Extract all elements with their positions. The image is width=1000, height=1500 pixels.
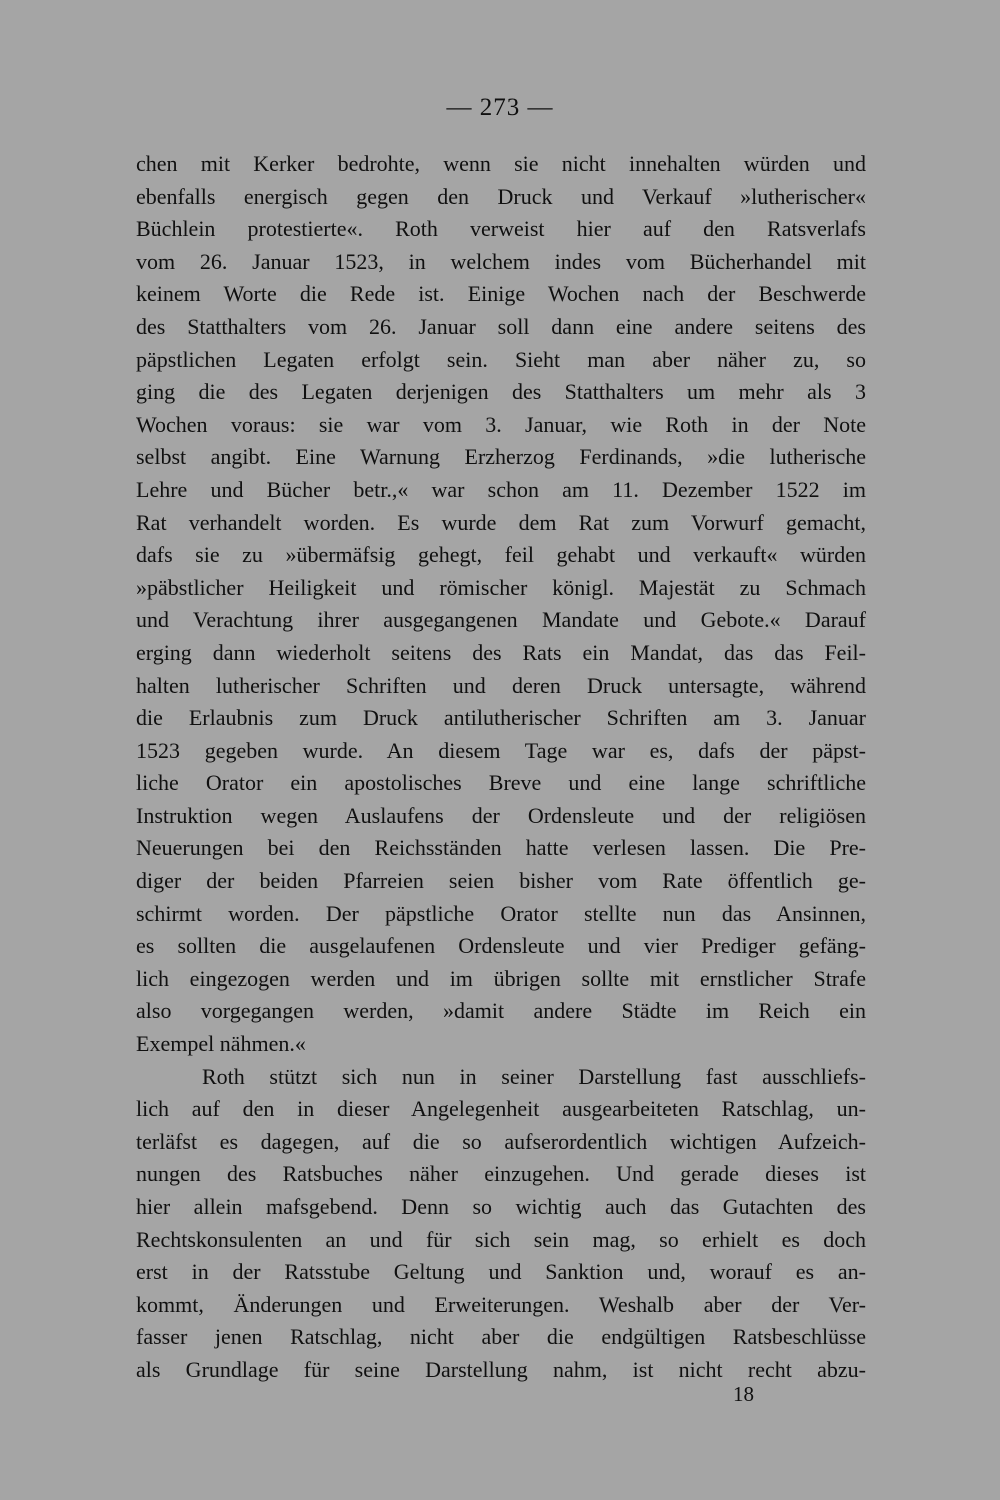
text-line: erst in der Ratsstube Geltung und Sanktion und, worauf es an- — [136, 1259, 866, 1285]
text-line: ebenfalls energisch gegen den Druck und Verkauf »lutherischer« — [136, 183, 866, 209]
text-line: die Erlaubnis zum Druck antilutherischer Schriften am 3. Januar — [136, 705, 866, 731]
paragraph-start-line: Roth stützt sich nun in seiner Darstellung fast ausschliefs- — [202, 1063, 866, 1089]
text-line: ging die des Legaten derjenigen des Statthalters um mehr als 3 — [136, 379, 866, 405]
signature-mark: 18 — [733, 1382, 754, 1406]
text-line: lich eingezogen werden und im übrigen sollte mit ernstlicher Strafe — [136, 965, 866, 991]
text-line: des Statthalters vom 26. Januar soll dann eine andere seitens des — [136, 313, 866, 339]
text-line: also vorgegangen werden, »damit andere Städte im Reich ein — [136, 998, 866, 1024]
text-line: keinem Worte die Rede ist. Einige Wochen nach der Beschwerde — [136, 281, 866, 307]
text-line: halten lutherischer Schriften und deren Druck untersagte, während — [136, 672, 866, 698]
text-line: Büchlein protestierte«. Roth verweist hier auf den Ratsverlafs — [136, 216, 866, 242]
text-line: es sollten die ausgelaufenen Ordensleute und vier Prediger gefäng- — [136, 933, 866, 959]
text-line: Neuerungen bei den Reichsständen hatte verlesen lassen. Die Pre- — [136, 835, 866, 861]
page-number: — 273 — — [446, 94, 554, 121]
text-line: Wochen voraus: sie war vom 3. Januar, wie Roth in der Note — [136, 411, 866, 437]
text-line: fasser jenen Ratschlag, nicht aber die endgültigen Ratsbeschlüsse — [136, 1324, 866, 1350]
text-line: lich auf den in dieser Angelegenheit ausgearbeiteten Ratschlag, un- — [136, 1096, 866, 1122]
text-line: erging dann wiederholt seitens des Rats ein Mandat, das das Feil- — [136, 639, 866, 665]
text-line: chen mit Kerker bedrohte, wenn sie nicht innehalten würden und — [136, 151, 866, 176]
text-line: diger der beiden Pfarreien seien bisher vom Rate öffentlich ge- — [136, 868, 866, 894]
text-line: Instruktion wegen Auslaufens der Ordensleute und der religiösen — [136, 802, 866, 828]
text-line: selbst angibt. Eine Warnung Erzherzog Ferdinands, »die lutherische — [136, 444, 866, 470]
text-line: terläfst es dagegen, auf die so aufserordentlich wichtigen Aufzeich- — [136, 1128, 866, 1154]
text-line: dafs sie zu »übermäfsig gehegt, feil gehabt und verkauft« würden — [136, 542, 866, 568]
text-line: kommt, Änderungen und Erweiterungen. Weshalb aber der Ver- — [136, 1291, 866, 1317]
text-line: als Grundlage für seine Darstellung nahm, ist nicht recht abzu- — [136, 1356, 866, 1382]
paragraph-end-line: Exempel nähmen.« — [136, 1031, 306, 1057]
text-line: vom 26. Januar 1523, in welchem indes vom Bücherhandel mit — [136, 248, 866, 274]
text-line: »päbstlicher Heiligkeit und römischer königl. Majestät zu Schmach — [136, 574, 866, 600]
text-line: Rat verhandelt worden. Es wurde dem Rat zum Vorwurf gemacht, — [136, 509, 866, 535]
text-line: und Verachtung ihrer ausgegangenen Mandate und Gebote.« Darauf — [136, 607, 866, 633]
text-line: Lehre und Bücher betr.,« war schon am 11. Dezember 1522 im — [136, 476, 866, 502]
text-line: liche Orator ein apostolisches Breve und eine lange schriftliche — [136, 770, 866, 796]
text-line: Rechtskonsulenten an und für sich sein mag, so erhielt es doch — [136, 1226, 866, 1252]
text-line: nungen des Ratsbuches näher einzugehen. Und gerade dieses ist — [136, 1161, 866, 1187]
text-line: päpstlichen Legaten erfolgt sein. Sieht man aber näher zu, so — [136, 346, 866, 372]
text-line: 1523 gegeben wurde. An diesem Tage war es, dafs der päpst- — [136, 737, 866, 763]
text-line: hier allein mafsgebend. Denn so wichtig auch das Gutachten des — [136, 1194, 866, 1219]
text-line: schirmt worden. Der päpstliche Orator stellte nun das Ansinnen, — [136, 900, 866, 926]
body-text — [136, 148, 866, 1387]
